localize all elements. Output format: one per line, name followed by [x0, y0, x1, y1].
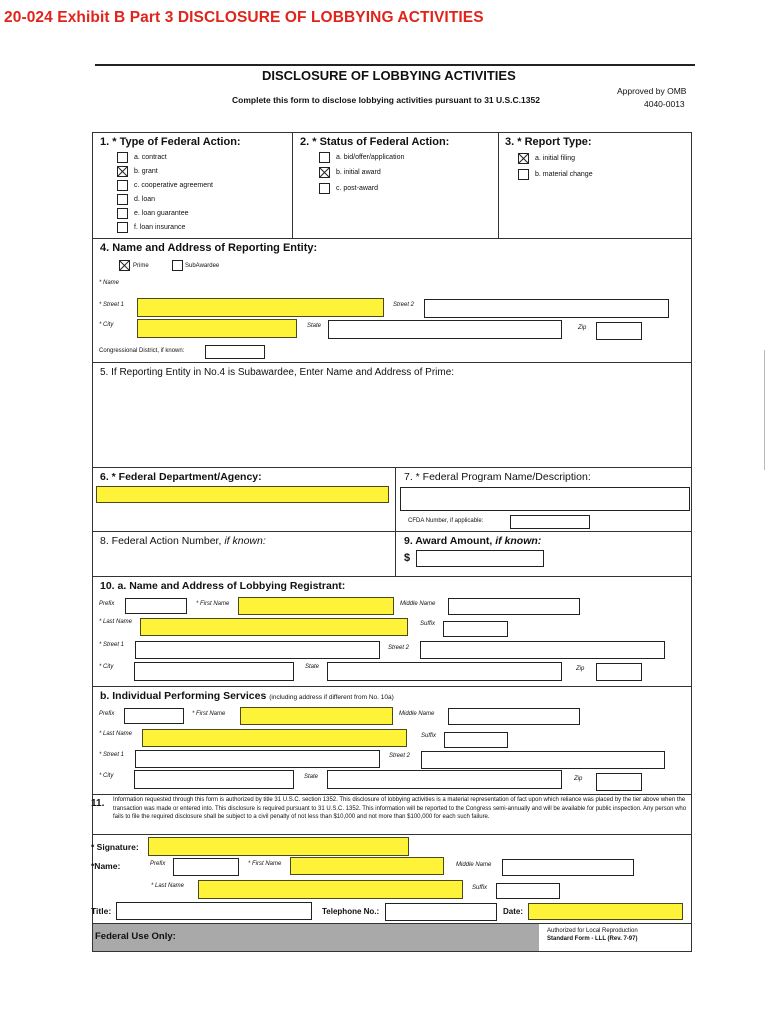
scan-edge-line	[764, 350, 765, 470]
divider	[395, 467, 396, 531]
registrant-first-name-input[interactable]	[238, 597, 394, 615]
option-label: b. grant	[134, 168, 158, 175]
section11-number: 11.	[91, 798, 105, 809]
divider	[92, 794, 692, 795]
prime-label: Prime	[133, 263, 149, 269]
signer-prefix-input[interactable]	[173, 858, 239, 876]
individual-city-input[interactable]	[134, 770, 294, 789]
option-label: c. cooperative agreement	[134, 182, 213, 189]
registrant-last-name-input[interactable]	[140, 618, 408, 636]
individual-prefix-input[interactable]	[124, 708, 184, 724]
last-name-label: * Last Name	[99, 731, 133, 737]
individual-suffix-input[interactable]	[444, 732, 508, 748]
prefix-label: Prefix	[99, 711, 115, 717]
option-label: c. post-award	[336, 185, 379, 192]
registrant-city-input[interactable]	[134, 662, 294, 681]
suffix-label: Suffix	[420, 621, 436, 627]
registrant-middle-name-input[interactable]	[448, 598, 580, 615]
street1-label: * Street 1	[99, 302, 125, 308]
section8-label-main: 8. Federal Action Number,	[100, 535, 222, 547]
individual-last-name-input[interactable]	[142, 729, 407, 747]
section9-label-italic: if known:	[492, 535, 542, 547]
signer-first-name-input[interactable]	[290, 857, 444, 875]
state-label: State	[305, 664, 320, 670]
cfda-number-input[interactable]	[510, 515, 590, 529]
individual-zip-input[interactable]	[596, 773, 642, 791]
registrant-state-input[interactable]	[327, 662, 562, 681]
individual-first-name-input[interactable]	[240, 707, 393, 725]
section10b-label	[100, 690, 394, 702]
section5-label: 5. If Reporting Entity in No.4 is Subawardee, Enter Name and Address of Prime:	[100, 367, 455, 378]
middle-name-label: Middle Name	[400, 601, 436, 607]
form-title: DISCLOSURE OF LOBBYING ACTIVITIES	[262, 68, 516, 83]
divider	[498, 132, 499, 238]
last-name-label: * Last Name	[99, 619, 133, 625]
first-name-label: * First Name	[248, 861, 282, 867]
individual-middle-name-input[interactable]	[448, 708, 580, 725]
reporting-district-input[interactable]	[205, 345, 265, 359]
divider	[92, 834, 692, 835]
omb-number: 4040-0013	[644, 99, 685, 109]
divider	[92, 238, 692, 239]
divider	[292, 132, 293, 238]
first-name-label: * First Name	[196, 601, 230, 607]
checkbox-material-change[interactable]	[518, 169, 529, 180]
checkbox-post-award[interactable]	[319, 183, 330, 194]
reporting-street2-input[interactable]	[424, 299, 669, 318]
registrant-street2-input[interactable]	[420, 641, 665, 659]
header-top-rule	[95, 64, 695, 66]
divider	[92, 531, 692, 532]
federal-use-label: Federal Use Only:	[95, 931, 176, 942]
zip-label: Zip	[574, 776, 583, 782]
street2-label: Street 2	[393, 302, 415, 308]
program-name-input[interactable]	[400, 487, 690, 511]
form-subtitle: Complete this form to disclose lobbying activities pursuant to 31 U.S.C.1352	[232, 95, 540, 105]
authorized-line2: Standard Form - LLL (Rev. 7-97)	[547, 936, 638, 942]
zip-label: Zip	[576, 666, 585, 672]
divider	[92, 686, 692, 687]
checkbox-loan-guarantee[interactable]	[117, 208, 128, 219]
section11-text: Information requested through this form is authorized by title 31 U.S.C. section 1352. This disclosure of lobbying activities is a material representation of fact upon which reliance was placed by the tier above when the transaction was made or entered into. This disclosure is required pursuant to 31 U.S.C. 1352. This information will be reported to the Congress semi-annually and will be available for public inspection. Any person who fails to file the required disclosure shall be subject to a civil penalty of not less than $10,000 and not more than $100,000 for each such failure.	[113, 797, 687, 821]
street2-label: Street 2	[389, 753, 411, 759]
date-label: Date:	[503, 907, 524, 916]
prefix-label: Prefix	[150, 861, 166, 867]
document-title: 20-024 Exhibit B Part 3 DISCLOSURE OF LOBBYING ACTIVITIES	[4, 9, 484, 26]
section7-label: 7. * Federal Program Name/Description:	[404, 471, 591, 483]
section1-label: 1. * Type of Federal Action:	[100, 136, 241, 148]
street1-label: * Street 1	[99, 642, 125, 648]
signature-input[interactable]	[148, 837, 409, 856]
reporting-zip-input[interactable]	[596, 322, 642, 340]
signer-suffix-input[interactable]	[496, 883, 560, 899]
checkbox-subawardee[interactable]	[172, 260, 183, 271]
registrant-zip-input[interactable]	[596, 663, 642, 681]
city-label: * City	[99, 322, 114, 328]
date-input[interactable]	[528, 903, 683, 920]
name-label: * Name	[99, 280, 120, 286]
section9-label	[404, 535, 541, 547]
checkbox-initial-award[interactable]	[319, 167, 330, 178]
name-label: *Name:	[91, 861, 121, 871]
individual-street1-input[interactable]	[135, 750, 380, 768]
section2-label: 2. * Status of Federal Action:	[300, 136, 450, 148]
last-name-label: * Last Name	[151, 883, 185, 889]
middle-name-label: Middle Name	[456, 862, 492, 868]
first-name-label: * First Name	[192, 711, 226, 717]
registrant-street1-input[interactable]	[135, 641, 380, 659]
suffix-label: Suffix	[472, 885, 488, 891]
checkbox-loan[interactable]	[117, 194, 128, 205]
option-label: b. initial award	[336, 169, 381, 176]
divider	[92, 467, 692, 468]
registrant-prefix-input[interactable]	[125, 598, 187, 614]
section8-label	[100, 535, 266, 547]
section10b-label-main: b. Individual Performing Services	[100, 690, 267, 702]
telephone-label: Telephone No.:	[322, 907, 380, 916]
district-label: Congressional District, if known:	[99, 348, 185, 354]
checkbox-prime[interactable]	[119, 260, 130, 271]
option-label: b. material change	[535, 171, 593, 178]
reporting-city-input[interactable]	[137, 319, 297, 338]
individual-street2-input[interactable]	[421, 751, 665, 769]
option-label: e. loan guarantee	[134, 210, 189, 217]
option-label: a. bid/offer/application	[336, 154, 405, 161]
cfda-label: CFDA Number, if applicable:	[408, 518, 484, 524]
omb-approval: Approved by OMB	[617, 86, 687, 96]
section10b-label-note: (including address if different from No. 10a)	[269, 694, 394, 701]
divider	[395, 531, 396, 576]
middle-name-label: Middle Name	[399, 711, 435, 717]
reporting-state-input[interactable]	[328, 320, 562, 339]
option-label: f. loan insurance	[134, 224, 186, 231]
section3-label: 3. * Report Type:	[505, 136, 592, 148]
section9-label-main: 9. Award Amount,	[404, 535, 493, 547]
city-label: * City	[99, 664, 114, 670]
checkbox-loan-insurance[interactable]	[117, 222, 128, 233]
reporting-street1-input[interactable]	[137, 298, 384, 317]
checkbox-contract[interactable]	[117, 152, 128, 163]
award-amount-input[interactable]	[416, 550, 544, 567]
authorized-line1: Authorized for Local Reproduction	[547, 928, 638, 934]
currency-symbol: $	[404, 552, 411, 564]
federal-agency-input[interactable]	[96, 486, 389, 503]
divider	[92, 362, 692, 363]
checkbox-initial-filing[interactable]	[518, 153, 529, 164]
option-label: a. contract	[134, 154, 167, 161]
street1-label: * Street 1	[99, 752, 125, 758]
state-label: State	[304, 774, 319, 780]
option-label: a. initial filing	[535, 155, 576, 162]
city-label: * City	[99, 773, 114, 779]
suffix-label: Suffix	[421, 733, 437, 739]
title-input[interactable]	[116, 902, 312, 920]
checkbox-bid-offer[interactable]	[319, 152, 330, 163]
prefix-label: Prefix	[99, 601, 115, 607]
registrant-suffix-input[interactable]	[443, 621, 508, 637]
telephone-input[interactable]	[385, 903, 497, 921]
title-label: Title:	[91, 906, 112, 916]
signer-last-name-input[interactable]	[198, 880, 463, 899]
section8-label-italic: if known:	[221, 535, 266, 547]
checkbox-cooperative-agreement[interactable]	[117, 180, 128, 191]
street2-label: Street 2	[388, 645, 410, 651]
section4-label: 4. Name and Address of Reporting Entity:	[100, 242, 318, 254]
zip-label: Zip	[578, 325, 587, 331]
divider	[92, 576, 692, 577]
state-label: State	[307, 323, 322, 329]
section10a-label: 10. a. Name and Address of Lobbying Registrant:	[100, 580, 346, 592]
signature-label: * Signature:	[91, 842, 139, 852]
signer-middle-name-input[interactable]	[502, 859, 634, 876]
individual-state-input[interactable]	[327, 770, 562, 789]
checkbox-grant[interactable]	[117, 166, 128, 177]
option-label: d. loan	[134, 196, 156, 203]
subawardee-label: SubAwardee	[185, 263, 220, 269]
section6-label: 6. * Federal Department/Agency:	[100, 471, 262, 483]
